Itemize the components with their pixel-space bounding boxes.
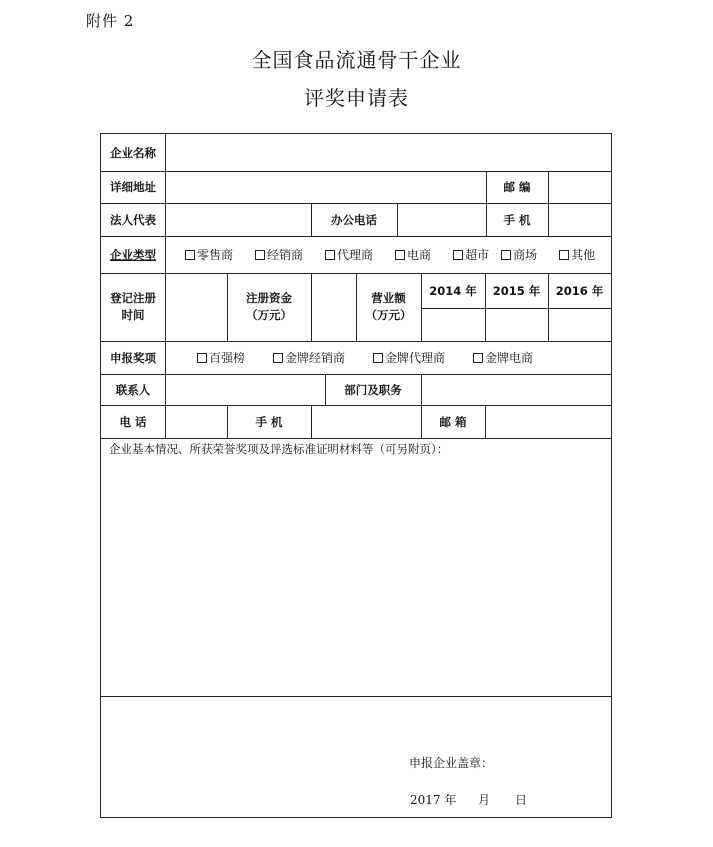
award-option[interactable]: [373, 349, 445, 366]
revenue-label-line2: （万元）: [365, 308, 412, 322]
mobile-label: 手 机: [503, 212, 531, 227]
revenue-2016-field[interactable]: [548, 308, 611, 341]
reg-capital-label: [227, 273, 311, 341]
company-name-label: 企业名称: [110, 145, 156, 160]
email-field[interactable]: [485, 405, 611, 438]
company-type-option-label: 超市: [465, 248, 490, 262]
mobile-field[interactable]: [548, 203, 611, 236]
checkbox-icon[interactable]: [373, 353, 383, 363]
revenue-label: [356, 273, 421, 341]
award-option[interactable]: [473, 349, 533, 366]
phone-field[interactable]: [165, 405, 227, 438]
company-type-option-label: 电商: [407, 248, 432, 262]
company-type-option[interactable]: [325, 246, 373, 263]
checkbox-icon[interactable]: [559, 250, 569, 260]
address-label: 详细地址: [110, 180, 156, 194]
description-note: 企业基本情况、所获荣誉奖项及评选标准证明材料等（可另附页）：: [109, 442, 449, 456]
award-option-label: 金牌经销商: [285, 351, 346, 365]
company-type-option-label: 代理商: [337, 248, 374, 262]
postcode-field[interactable]: [548, 171, 611, 203]
company-type-option[interactable]: [501, 246, 537, 263]
year-2016-label: 2016 年: [555, 283, 604, 298]
company-type-label: 企业类型: [110, 247, 156, 262]
reg-time-label-line1: 登记注册: [110, 291, 156, 305]
revenue-label-line1: 营业额: [371, 291, 406, 305]
address-field[interactable]: [165, 171, 486, 203]
checkbox-icon[interactable]: [453, 250, 463, 260]
award-option-label: 百强榜: [209, 351, 246, 365]
checkbox-icon[interactable]: [273, 353, 283, 363]
checkbox-icon[interactable]: [501, 250, 511, 260]
email-label: 邮 箱: [439, 414, 467, 429]
date-year: 2017 年: [410, 793, 457, 807]
row-divider: [101, 438, 611, 439]
form-title: 全国食品流通骨干企业: [251, 48, 462, 72]
attachment-label: 附件 2: [86, 12, 135, 30]
reg-time-label-line2: 时间: [121, 308, 145, 322]
award-label: 申报奖项: [110, 350, 156, 365]
year-2014-label: 2014 年: [429, 283, 477, 298]
company-type-option-label: 零售商: [197, 248, 234, 262]
reg-capital-label-line1: 注册资金: [246, 291, 292, 305]
reg-time-label: [101, 273, 165, 341]
award-option-label: 金牌电商: [485, 351, 534, 365]
company-type-option[interactable]: [559, 246, 595, 263]
checkbox-icon[interactable]: [255, 250, 265, 260]
revenue-2015-field[interactable]: [485, 308, 548, 341]
company-type-option[interactable]: [255, 246, 303, 263]
year-2015-label: 2015 年: [492, 283, 541, 298]
company-type-options: [185, 236, 611, 273]
legal-rep-label: 法人代表: [110, 212, 156, 227]
reg-time-field[interactable]: [165, 273, 227, 341]
dept-field[interactable]: [421, 374, 611, 405]
date-month: 月: [478, 793, 491, 807]
application-form: [100, 133, 612, 818]
office-phone-field[interactable]: [397, 203, 486, 236]
mobile2-label: 手 机: [255, 414, 283, 429]
award-option[interactable]: [273, 349, 345, 366]
company-type-option[interactable]: [453, 246, 489, 263]
revenue-2014-field[interactable]: [421, 308, 485, 341]
contact-label: 联系人: [115, 382, 151, 397]
reg-capital-label-line2: （万元）: [246, 308, 292, 322]
award-option[interactable]: [197, 349, 245, 366]
office-phone-label: 办公电话: [331, 212, 377, 227]
dept-label: 部门及职务: [344, 382, 402, 397]
checkbox-icon[interactable]: [197, 353, 207, 363]
col-divider: [165, 341, 166, 374]
date-day: 日: [515, 793, 528, 807]
company-type-option[interactable]: [395, 246, 431, 263]
postcode-label: 邮 编: [503, 180, 531, 194]
company-type-option-label: 经销商: [267, 248, 304, 262]
reg-capital-field[interactable]: [311, 273, 356, 341]
checkbox-icon[interactable]: [473, 353, 483, 363]
col-divider: [165, 236, 166, 273]
seal-label: 申报企业盖章：: [409, 756, 494, 770]
award-option-label: 金牌代理商: [385, 351, 446, 365]
legal-rep-field[interactable]: [165, 203, 311, 236]
row-divider: [101, 696, 611, 697]
company-type-option-label: 其他: [571, 248, 596, 262]
company-type-option[interactable]: [185, 246, 233, 263]
checkbox-icon[interactable]: [185, 250, 195, 260]
contact-field[interactable]: [165, 374, 325, 405]
form-subtitle: 评奖申请表: [304, 86, 409, 110]
checkbox-icon[interactable]: [395, 250, 405, 260]
phone-label: 电 话: [119, 414, 147, 429]
mobile2-field[interactable]: [311, 405, 421, 438]
award-options: [197, 341, 611, 374]
checkbox-icon[interactable]: [325, 250, 335, 260]
company-type-option-label: 商场: [513, 248, 538, 262]
company-name-field[interactable]: [165, 134, 611, 171]
